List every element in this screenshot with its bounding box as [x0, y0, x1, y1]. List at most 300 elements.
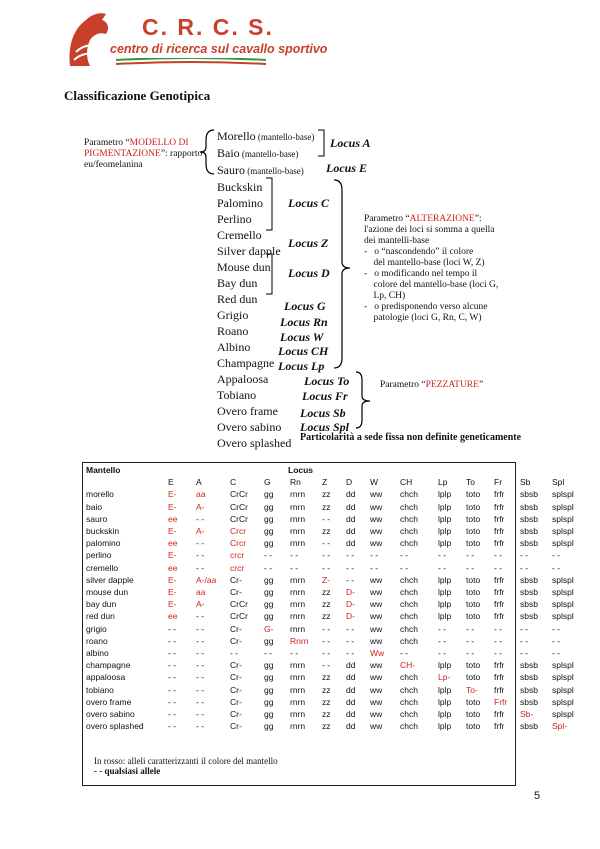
genotype-cell: toto: [466, 721, 481, 732]
genotype-cell: rnrn: [290, 611, 306, 622]
genotype-cell: CrCr: [230, 501, 248, 512]
genotype-cell: lplp: [438, 526, 452, 537]
genotype-cell: E-: [168, 526, 177, 537]
document-title: Classificazione Genotipica: [64, 88, 211, 103]
genotype-cell: dd: [346, 696, 356, 707]
genotype-cell: - -: [322, 550, 331, 561]
genotype-cell: chch: [400, 599, 418, 610]
genotype-cell: - -: [168, 635, 177, 646]
genotype-cell: Crcr: [230, 538, 247, 549]
genotype-cell: - -: [196, 709, 205, 720]
genotype-cell: zz: [322, 696, 331, 707]
genotype-cell: ww: [370, 587, 383, 598]
genotype-cell: rnrn: [290, 538, 306, 549]
genotype-cell: chch: [400, 513, 418, 524]
genotype-cell: - -: [196, 562, 205, 573]
table-row: [84, 488, 584, 500]
locus-label: Locus Spl: [300, 420, 350, 434]
genotype-cell: chch: [400, 501, 418, 512]
genotype-cell: sbsb: [520, 721, 538, 732]
genotype-cell: dd: [346, 684, 356, 695]
param-modello-pre: Parametro “: [84, 138, 130, 148]
row-name: palomino: [86, 538, 121, 549]
genotype-cell: sbsb: [520, 660, 538, 671]
legend-line-1: In rosso: alleli caratterizzanti il colore del mantello: [94, 756, 278, 766]
genotype-cell: Spl-: [552, 721, 568, 732]
genotype-cell: - -: [494, 562, 503, 573]
param-alterazione-line: del mantello-base (loci W, Z): [364, 258, 485, 268]
genotype-cell: Lp-: [438, 672, 451, 683]
genotype-cell: Cr-: [230, 672, 242, 683]
genotype-cell: lplp: [438, 611, 452, 622]
genotype-cell: lplp: [438, 709, 452, 720]
genotype-cell: ww: [370, 489, 383, 500]
table-title-row: [84, 464, 584, 476]
genotype-cell: To-: [466, 684, 478, 695]
genotype-cell: Cr-: [230, 623, 242, 634]
genotype-cell: rnrn: [290, 599, 306, 610]
mantello-suffix: (mantello-base): [245, 166, 304, 176]
genotype-cell: zz: [322, 721, 331, 732]
genotype-cell: Sb-: [520, 709, 534, 720]
genotype-cell: D-: [346, 587, 355, 598]
table-row: [84, 647, 584, 659]
genotype-cell: - -: [494, 635, 503, 646]
mantello-name: Mouse dun: [217, 260, 271, 274]
genotype-cell: Cr-: [230, 696, 242, 707]
genotype-cell: - -: [400, 562, 409, 573]
genotype-cell: gg: [264, 526, 274, 537]
genotype-cell: - -: [196, 648, 205, 659]
genotype-cell: ww: [370, 574, 383, 585]
locus-label: Locus Rn: [280, 315, 328, 329]
table-row: [84, 623, 584, 635]
table-row: [84, 708, 584, 720]
row-name: appaloosa: [86, 672, 126, 683]
genotype-cell: toto: [466, 696, 481, 707]
genotype-cell: gg: [264, 721, 274, 732]
genotype-cell: - -: [196, 684, 205, 695]
genotype-cell: - -: [438, 635, 447, 646]
locus-label: Locus To: [304, 374, 350, 388]
genotype-cell: rnrn: [290, 574, 306, 585]
genotype-cell: A-: [196, 526, 205, 537]
genotype-cell: rnrn: [290, 501, 306, 512]
genotype-cell: Cr-: [230, 574, 242, 585]
genotype-cell: splspl: [552, 672, 574, 683]
param-alterazione: [364, 214, 514, 324]
genotype-cell: splspl: [552, 660, 574, 671]
genotype-cell: rnrn: [290, 513, 306, 524]
genotype-cell: - -: [196, 623, 205, 634]
genotype-cell: chch: [400, 684, 418, 695]
genotype-cell: Cr-: [230, 635, 242, 646]
param-alterazione-line: dei mantelli-base: [364, 236, 430, 246]
legend-line-2: - - qualsiasi allele: [94, 766, 161, 776]
genotype-cell: Crcr: [230, 526, 247, 537]
genotype-cell: Cr-: [230, 721, 242, 732]
genotype-cell: chch: [400, 721, 418, 732]
genotype-cell: dd: [346, 721, 356, 732]
genotype-cell: splspl: [552, 611, 574, 622]
genotype-cell: CrCr: [230, 611, 248, 622]
mantello-suffix: (mantello-base): [255, 132, 315, 142]
genotype-cell: ww: [370, 709, 383, 720]
genotype-cell: gg: [264, 489, 274, 500]
genotype-cell: gg: [264, 513, 274, 524]
mantello-item: [217, 387, 314, 403]
genotype-cell: - -: [466, 562, 475, 573]
genotype-cell: frfr: [494, 684, 505, 695]
genotype-cell: rnrn: [290, 660, 306, 671]
mantello-name: Morello: [217, 129, 256, 143]
genotype-cell: ww: [370, 660, 383, 671]
genotype-cell: chch: [400, 587, 418, 598]
table-row: [84, 562, 584, 574]
genotype-cell: lplp: [438, 489, 452, 500]
genotype-cell: - -: [552, 550, 561, 561]
genotype-cell: frfr: [494, 611, 505, 622]
genotype-cell: toto: [466, 672, 481, 683]
genotype-cell: - -: [196, 513, 205, 524]
param-alterazione-line: Lp, CH): [364, 291, 406, 301]
genotype-cell: gg: [264, 709, 274, 720]
param-pezzature-red: PEZZATURE: [425, 380, 479, 390]
table-title-locus: Locus: [288, 465, 314, 475]
genotype-cell: splspl: [552, 526, 574, 537]
genotype-cell: Cr-: [230, 684, 242, 695]
genotype-cell: - -: [196, 538, 205, 549]
mantello-name: Overo frame: [217, 404, 278, 418]
genotype-cell: - -: [438, 550, 447, 561]
genotype-cell: - -: [520, 648, 529, 659]
table-title-mantello: Mantello: [86, 465, 121, 475]
mantello-name: Cremello: [217, 228, 262, 242]
genotype-cell: chch: [400, 489, 418, 500]
genotype-cell: - -: [400, 550, 409, 561]
table-row: [84, 635, 584, 647]
genotype-cell: - -: [168, 660, 177, 671]
column-header: Lp: [438, 477, 448, 488]
genotype-cell: - -: [322, 623, 331, 634]
genotype-cell: - -: [552, 562, 561, 573]
genotype-cell: - -: [494, 623, 503, 634]
param-alterazione-line: colore del mantello-base (loci G,: [364, 280, 499, 290]
genotype-cell: dd: [346, 709, 356, 720]
genotype-cell: sbsb: [520, 672, 538, 683]
locus-label: Locus A: [330, 136, 371, 150]
row-name: overo splashed: [86, 721, 144, 732]
genotype-cell: toto: [466, 599, 481, 610]
genotype-cell: - -: [438, 562, 447, 573]
table-header-blank: [84, 476, 166, 488]
genotype-cell: - -: [520, 550, 529, 561]
genotype-cell: - -: [346, 648, 355, 659]
genotype-cell: ee: [168, 611, 178, 622]
genotype-cell: ww: [370, 501, 383, 512]
brace-alterazione: [334, 180, 350, 368]
param-alterazione-line: - o “nascondendo” il colore: [364, 247, 474, 257]
locus-label: Locus Z: [288, 236, 329, 250]
genotype-cell: D-: [346, 611, 355, 622]
param-alterazione-line: patologie (loci G, Rn, C, W): [364, 313, 482, 323]
genotype-cell: chch: [400, 635, 418, 646]
column-header: To: [466, 477, 475, 488]
mantello-name: Tobiano: [217, 388, 257, 402]
genotype-cell: - -: [290, 550, 299, 561]
genotype-cell: toto: [466, 513, 481, 524]
param-modello: [84, 138, 204, 171]
table-row: [84, 671, 584, 683]
genotype-cell: sbsb: [520, 611, 538, 622]
genotype-cell: lplp: [438, 599, 452, 610]
table-row: [84, 720, 584, 732]
mantello-name: Palomino: [217, 196, 264, 210]
genotype-cell: ww: [370, 611, 383, 622]
genotype-cell: rnrn: [290, 489, 306, 500]
genotype-cell: - -: [370, 550, 379, 561]
genotype-cell: zz: [322, 709, 331, 720]
genotype-cell: D-: [346, 599, 355, 610]
genotype-cell: - -: [168, 696, 177, 707]
genotype-cell: toto: [466, 709, 481, 720]
param-alterazione-pre: Parametro “: [364, 214, 410, 224]
genotype-cell: splspl: [552, 684, 574, 695]
row-name: grigio: [86, 623, 107, 634]
row-name: mouse dun: [86, 587, 129, 598]
genotype-cell: - -: [370, 562, 379, 573]
genotype-cell: ww: [370, 538, 383, 549]
param-modello-post: ”: rapporto eu/feomelanina: [84, 149, 203, 170]
table-row: [84, 549, 584, 561]
genotype-cell: - -: [494, 648, 503, 659]
param-pezzature-pre: Parametro “: [380, 380, 426, 390]
genotype-cell: zz: [322, 672, 331, 683]
genotype-cell: Ww: [370, 648, 385, 659]
table-row: [84, 586, 584, 598]
table-legend: [94, 756, 278, 776]
genotype-cell: - -: [196, 611, 205, 622]
genotype-cell: - -: [168, 648, 177, 659]
genotype-cell: - -: [168, 684, 177, 695]
genotype-cell: CrCr: [230, 599, 248, 610]
genotype-cell: A-: [196, 599, 205, 610]
genotype-cell: gg: [264, 611, 274, 622]
column-header: Z: [322, 477, 328, 488]
genotype-cell: G-: [264, 623, 274, 634]
genotype-cell: zz: [322, 501, 331, 512]
genotype-cell: toto: [466, 574, 481, 585]
mantello-name: Overo sabino: [217, 420, 282, 434]
param-alterazione-red: ALTERAZIONE: [409, 214, 475, 224]
genotype-cell: ww: [370, 513, 383, 524]
row-name: champagne: [86, 660, 131, 671]
genotype-cell: splspl: [552, 513, 574, 524]
mantello-name: Perlino: [217, 212, 252, 226]
genotype-cell: A-: [196, 501, 205, 512]
genotype-cell: chch: [400, 696, 418, 707]
mantello-item: [217, 128, 314, 145]
table-row: [84, 598, 584, 610]
genotype-cell: sbsb: [520, 526, 538, 537]
genotype-cell: frfr: [494, 574, 505, 585]
table-row: [84, 537, 584, 549]
genotype-cell: - -: [264, 562, 273, 573]
genotype-cell: - -: [494, 550, 503, 561]
genotype-cell: zz: [322, 611, 331, 622]
genotype-cell: toto: [466, 660, 481, 671]
genotype-cell: toto: [466, 611, 481, 622]
locus-label: Locus W: [280, 330, 324, 344]
genotype-cell: frfr: [494, 513, 505, 524]
genotype-cell: - -: [168, 623, 177, 634]
genotype-cell: lplp: [438, 538, 452, 549]
bracket-locus-a: [318, 130, 324, 156]
genotype-cell: rnrn: [290, 526, 306, 537]
genotype-cell: - -: [196, 660, 205, 671]
genotype-cell: splspl: [552, 599, 574, 610]
column-header: C: [230, 477, 237, 488]
mantello-name: Baio: [217, 146, 240, 160]
locus-label: Locus Fr: [302, 389, 348, 403]
genotype-cell: gg: [264, 599, 274, 610]
mantello-name: Albino: [217, 340, 251, 354]
genotype-cell: - -: [346, 574, 355, 585]
row-name: red dun: [86, 611, 115, 622]
genotype-cell: lplp: [438, 501, 452, 512]
genotype-cell: lplp: [438, 574, 452, 585]
page-number: 5: [534, 790, 541, 802]
row-name: buckskin: [86, 526, 120, 537]
genotype-cell: E-: [168, 489, 177, 500]
genotype-cell: ww: [370, 623, 383, 634]
mantello-suffix: (mantello-base): [239, 149, 299, 159]
mantello-item: [217, 211, 314, 227]
genotype-cell: sbsb: [520, 513, 538, 524]
table-row: [84, 501, 584, 513]
genotype-cell: lplp: [438, 696, 452, 707]
row-name: tobiano: [86, 684, 114, 695]
column-header: CH: [400, 477, 413, 488]
genotype-cell: lplp: [438, 513, 452, 524]
genotype-cell: ee: [168, 513, 178, 524]
genotype-cell: - -: [196, 672, 205, 683]
mantelli-list: [217, 128, 314, 451]
genotype-cell: E-: [168, 599, 177, 610]
genotype-cell: splspl: [552, 696, 574, 707]
genotype-cell: ww: [370, 526, 383, 537]
flag-stripes-icon: [116, 58, 266, 66]
column-header: W: [370, 477, 379, 488]
genotype-cell: - -: [466, 635, 475, 646]
genotype-cell: - -: [322, 538, 331, 549]
genotype-cell: - -: [196, 550, 205, 561]
locus-label: Locus D: [288, 266, 330, 280]
mantello-name: Red dun: [217, 292, 258, 306]
genotype-cell: - -: [346, 550, 355, 561]
genotype-cell: crcr: [230, 562, 245, 573]
genotype-cell: Cr-: [230, 587, 242, 598]
genotype-cell: frfr: [494, 709, 505, 720]
column-header: Fr: [494, 477, 503, 488]
genotype-cell: dd: [346, 672, 356, 683]
column-header: A: [196, 477, 202, 488]
genotype-cell: rnrn: [290, 696, 306, 707]
row-name: sauro: [86, 513, 108, 524]
genotype-cell: sbsb: [520, 587, 538, 598]
genotype-cell: - -: [400, 648, 409, 659]
row-name: silver dapple: [86, 574, 134, 585]
table-row: [84, 525, 584, 537]
genotype-cell: sbsb: [520, 599, 538, 610]
table-row: [84, 610, 584, 622]
genotype-cell: splspl: [552, 501, 574, 512]
param-pezzature-post: ”: [478, 380, 484, 390]
column-header: Rn: [290, 477, 301, 488]
genotype-cell: dd: [346, 538, 356, 549]
locus-label: Locus CH: [278, 344, 329, 358]
genotype-cell: dd: [346, 501, 356, 512]
genotype-cell: ww: [370, 635, 383, 646]
logo-title: C. R. C. S.: [142, 14, 274, 40]
genotype-cell: frfr: [494, 489, 505, 500]
mantello-name: Champagne: [217, 356, 275, 370]
genotype-cell: frfr: [494, 587, 505, 598]
genotype-cell: - -: [196, 635, 205, 646]
mantello-item: [217, 145, 314, 162]
genotype-cell: toto: [466, 587, 481, 598]
genotype-cell: chch: [400, 623, 418, 634]
mantello-name: Sauro: [217, 163, 245, 177]
row-name: perlino: [86, 550, 112, 561]
genotype-cell: frfr: [494, 672, 505, 683]
genotype-cell: - -: [264, 550, 273, 561]
genotype-cell: zz: [322, 684, 331, 695]
genotype-cell: CH-: [400, 660, 416, 671]
genotype-cell: rnrn: [290, 672, 306, 683]
genotype-cell: sbsb: [520, 501, 538, 512]
logo-subtitle: centro di ricerca sul cavallo sportivo: [110, 42, 328, 56]
genotype-cell: zz: [322, 587, 331, 598]
genotype-cell: dd: [346, 526, 356, 537]
mantello-name: Overo splashed: [217, 436, 292, 450]
genotype-cell: - -: [168, 709, 177, 720]
mantello-name: Grigio: [217, 308, 249, 322]
param-alterazione-line: l'azione dei loci si somma a quella: [364, 225, 495, 235]
locus-label: Locus E: [326, 161, 368, 175]
locus-label: Locus G: [284, 299, 326, 313]
genotype-cell: zz: [322, 526, 331, 537]
genotype-cell: ee: [168, 562, 178, 573]
genotype-cell: sbsb: [520, 574, 538, 585]
genotype-cell: chch: [400, 538, 418, 549]
genotype-cell: sbsb: [520, 696, 538, 707]
column-header: Sb: [520, 477, 531, 488]
table-header-row: [84, 476, 584, 488]
locus-label: Locus C: [288, 196, 330, 210]
genotype-cell: gg: [264, 574, 274, 585]
genotype-cell: ww: [370, 696, 383, 707]
genotype-cell: splspl: [552, 538, 574, 549]
genotype-cell: - -: [322, 660, 331, 671]
note-particolarita: Particolarità a sede fissa non definite geneticamente: [300, 432, 522, 443]
genotype-cell: aa: [196, 587, 206, 598]
genotype-cell: Cr-: [230, 709, 242, 720]
column-header: G: [264, 477, 271, 488]
column-header: Spl: [552, 477, 565, 488]
param-alterazione-post: ”:: [474, 214, 482, 224]
genotype-cell: - -: [290, 648, 299, 659]
